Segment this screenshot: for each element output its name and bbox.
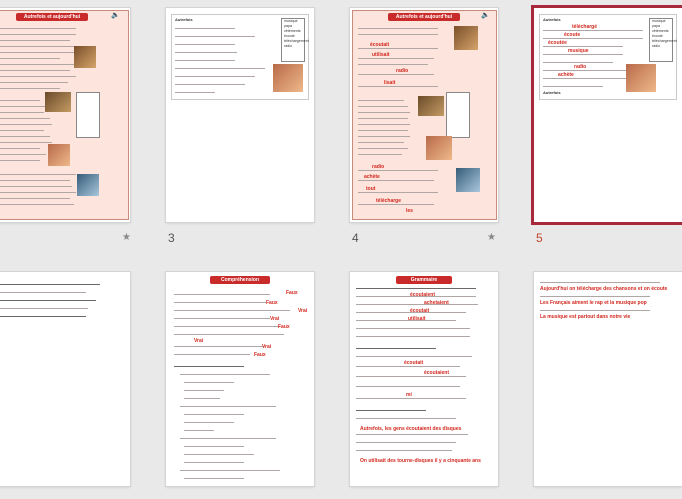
slide-answer: achetaient — [424, 300, 449, 306]
slide-animation-icon: ★ — [122, 232, 131, 243]
slide-header-label: Autrefois — [175, 17, 193, 22]
slide-answer: radio — [574, 64, 587, 70]
slide-title-banner: Autrefois et aujourd'hui — [388, 13, 460, 21]
slide-answer: Faux — [266, 300, 278, 306]
slide-photo-people — [426, 136, 452, 160]
slide-answer: tout — [366, 186, 376, 192]
slide-answer: écoute — [564, 32, 581, 38]
slide-footer-label: Autrefois — [543, 90, 561, 95]
slide-title-banner: Grammaire — [396, 276, 452, 284]
slide-answer: Vrai — [262, 344, 272, 350]
slide-answer: Autrefois, les gens écoutaient des disques — [360, 426, 462, 432]
slide-content-panel — [0, 10, 129, 220]
slide-thumbnail-5[interactable] — [534, 8, 682, 222]
slide-speaker-icon: 🔈 — [481, 12, 490, 19]
slide-number: 5 — [536, 231, 543, 245]
slide-answer: radio — [372, 164, 385, 170]
slide-thumbnail-3[interactable] — [166, 8, 314, 222]
slide-photo-gramophone — [454, 26, 478, 50]
slide-thumbnail-9[interactable] — [166, 272, 314, 486]
slide-word-box — [76, 92, 100, 138]
slide-answer: musique — [568, 48, 589, 54]
slide-header-label: Autrefois — [543, 17, 561, 22]
slide-answer: radio — [396, 68, 409, 74]
slide-photo-radio — [45, 92, 71, 112]
slide-answer: mi — [406, 392, 412, 398]
slide-answer: Faux — [278, 324, 290, 330]
slide-thumbnail-8[interactable] — [0, 272, 130, 486]
slide-answer: Vrai — [298, 308, 308, 314]
slide-photo-phone — [77, 174, 99, 196]
slide-photo-gramophone — [74, 46, 96, 68]
slide-answer: Les Français aiment le rap et la musique pop — [540, 300, 647, 306]
slide-photo-people — [48, 144, 70, 166]
slide-answer: écoutaient — [410, 292, 436, 298]
slide-number: 4 — [352, 231, 359, 245]
slide-answer: Faux — [254, 352, 266, 358]
slide-answer: écoutait — [410, 308, 430, 314]
slide-word-box — [446, 92, 470, 138]
slide-answer: écoutaient — [424, 370, 450, 376]
slide-answer: utilisait — [408, 316, 426, 322]
slide-thumbnail-11[interactable] — [534, 272, 682, 486]
slide-word-box: musique papa vêtements écoute téléchargement radio — [649, 18, 673, 62]
slide-title-banner: Compréhension — [210, 276, 270, 284]
slide-answer: écoutait — [404, 360, 424, 366]
slide-answer: Vrai — [194, 338, 204, 344]
slide-number: 3 — [168, 231, 175, 245]
slide-answer: utilisait — [372, 52, 390, 58]
slide-answer: La musique est partout dans notre vie — [540, 314, 631, 320]
slide-answer: On utilisait des tourne-disques il y a cinquante ans — [360, 458, 481, 464]
slide-answer: Vrai — [270, 316, 280, 322]
slide-thumbnail-3a[interactable] — [0, 8, 130, 222]
slide-answer: les — [406, 208, 413, 214]
slide-answer: achète — [558, 72, 574, 78]
slide-answer: Faux — [286, 290, 298, 296]
slide-answer: lisait — [384, 80, 396, 86]
slide-photo-phone — [456, 168, 480, 192]
slide-word-box: musique papa vêtements écoute téléchargement radio — [281, 18, 305, 62]
slide-thumbnail-4[interactable] — [350, 8, 498, 222]
slide-thumbnail-10[interactable] — [350, 272, 498, 486]
slide-answer: Aujourd'hui on télécharge des chansons et on écoute — [540, 286, 668, 292]
slide-photo-people — [626, 64, 656, 92]
slide-answer: achète — [364, 174, 380, 180]
slide-answer: écoutée — [548, 40, 567, 46]
slide-animation-icon: ★ — [487, 232, 496, 243]
slide-answer: écoutait — [370, 42, 390, 48]
slide-answer: télécharge — [376, 198, 402, 204]
slide-speaker-icon: 🔈 — [111, 12, 120, 19]
slide-answer: téléchargé — [572, 24, 598, 30]
slide-title-banner: Autrefois et aujourd'hui — [16, 13, 88, 21]
slide-photo-radio — [418, 96, 444, 116]
slide-photo-people — [273, 64, 303, 92]
